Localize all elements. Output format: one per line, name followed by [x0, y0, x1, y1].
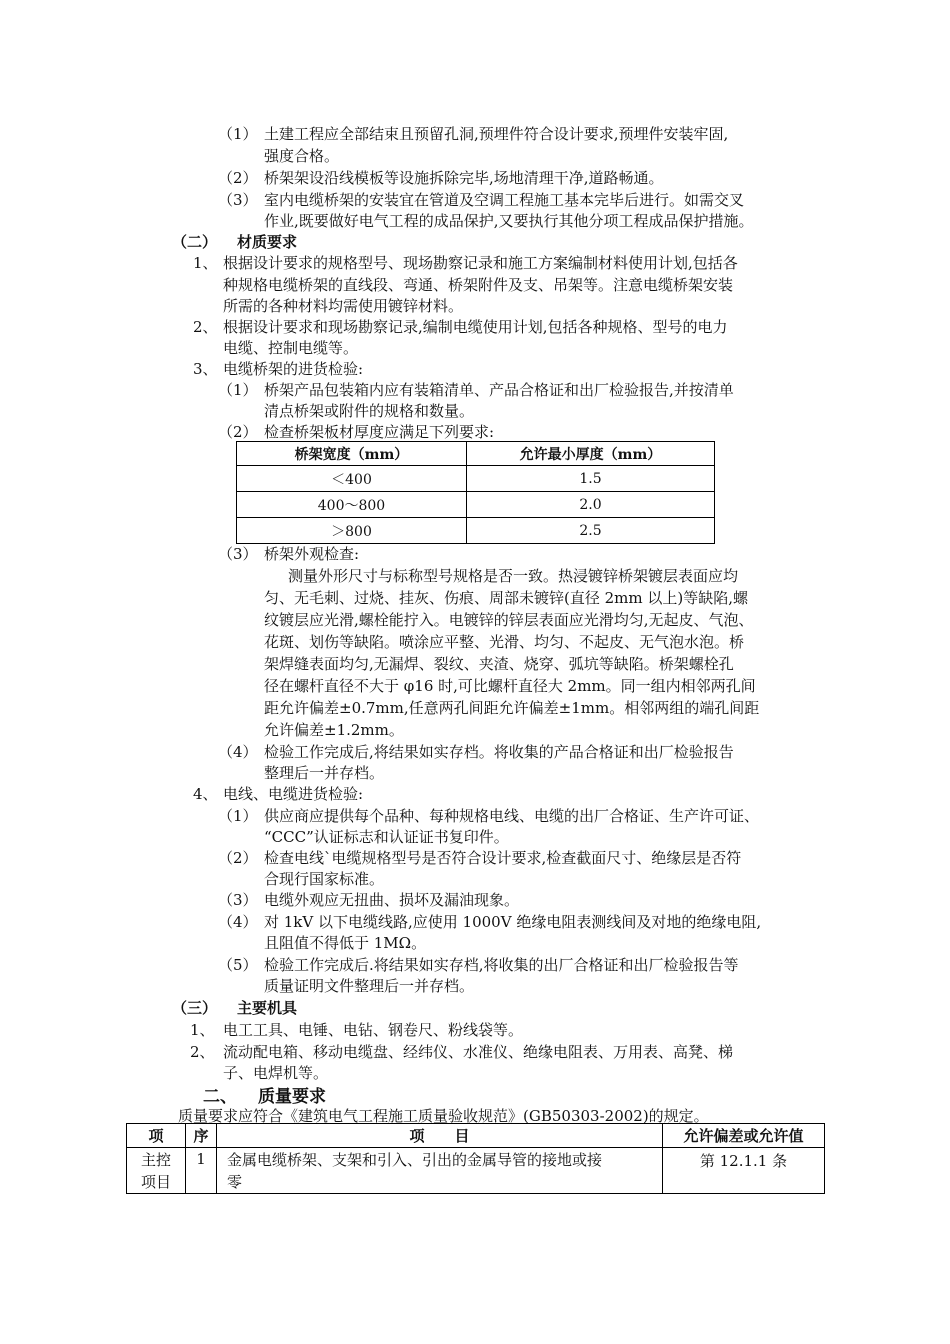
quality-header-item: 项 目: [217, 1124, 663, 1148]
s2-p3-2-num: （2）: [218, 423, 258, 441]
s2-p3-1-line-2: 清点桥架或附件的规格和数量。: [264, 402, 475, 420]
thickness-header-width: 桥架宽度（mm）: [237, 442, 467, 466]
quality-item-line-2: 零: [227, 1172, 243, 1191]
s2-p4-num: 4、: [193, 785, 218, 803]
inspection-body-line-5: 架焊缝表面均匀,无漏焊、裂纹、夹渣、烧穿、弧坑等缺陷。桥架螺栓孔: [264, 655, 734, 673]
s2-p4-5-line-2: 质量证明文件整理后一并存档。: [264, 977, 475, 995]
s2-heading-text: 材质要求: [237, 233, 298, 251]
s2-p1-line-1: 根据设计要求的规格型号、现场勘察记录和施工方案编制材料使用计划,包括各: [223, 254, 738, 272]
s1-item-3-line-2: 作业,既要做好电气工程的成品保护,又要执行其他分项工程成品保护措施。: [264, 212, 754, 230]
s3-heading-num: （三）: [172, 999, 218, 1017]
s3-p1-text: 电工工具、电锤、电钻、钢卷尺、粉线袋等。: [223, 1021, 524, 1039]
inspection-body-line-8: 允许偏差±1.2mm。: [264, 721, 404, 739]
s1-item-1-line-1: 土建工程应全部结束且预留孔洞,预埋件符合设计要求,预埋件安装牢固,: [264, 125, 729, 143]
thickness-cell-width: ＜400: [237, 466, 467, 492]
s2-p3-text: 电缆桥架的进货检验:: [223, 360, 364, 378]
thickness-header-min: 允许最小厚度（mm）: [467, 442, 715, 466]
inspection-body-line-2: 匀、无毛刺、过烧、挂灰、伤痕、周部未镀锌(直径 2mm 以上)等缺陷,螺: [264, 589, 749, 607]
s2-p4-5-num: （5）: [218, 956, 258, 974]
s3-p2-num: 2、: [190, 1043, 215, 1061]
s1-item-1-line-2: 强度合格。: [264, 147, 340, 165]
quality-cell-value: 第 12.1.1 条: [663, 1148, 825, 1194]
table-row: [237, 518, 715, 544]
table-row: [237, 492, 715, 518]
thickness-cell-width: 400～800: [237, 492, 467, 518]
s2-p4-3-line-1: 电缆外观应无扭曲、损坏及漏油现象。: [264, 891, 520, 909]
quality-cell-category: [127, 1148, 186, 1194]
s2-p4-2-num: （2）: [218, 849, 258, 867]
s1-item-2-line-1: 桥架架设沿线模板等设施拆除完毕,场地清理干净,道路畅通。: [264, 169, 664, 187]
quality-table-header-row: [127, 1124, 825, 1148]
quality-cell-item: [217, 1148, 663, 1194]
s3-p2-line-1: 流动配电箱、移动电缆盘、经纬仪、水准仪、绝缘电阻表、万用表、高凳、梯: [223, 1043, 734, 1061]
quality-header-value: 允许偏差或允许值: [663, 1124, 825, 1148]
s2-p2-line-1: 根据设计要求和现场勘察记录,编制电缆使用计划,包括各种规格、型号的电力: [223, 318, 728, 336]
quality-heading-text: 质量要求: [258, 1087, 326, 1107]
s3-p2-line-2: 子、电焊机等。: [223, 1064, 329, 1082]
inspection-body-line-4: 花斑、划伤等缺陷。喷涂应平整、光滑、均匀、不起皮、无气泡水泡。桥: [264, 633, 745, 651]
quality-table: [126, 1123, 825, 1194]
s1-item-3-line-1: 室内电缆桥架的安装宜在管道及空调工程施工基本完毕后进行。如需交叉: [264, 191, 745, 209]
s2-p3-4-num: （4）: [218, 743, 258, 761]
s2-p3-1-line-1: 桥架产品包装箱内应有装箱清单、产品合格证和出厂检验报告,并按清单: [264, 381, 734, 399]
thickness-table: [236, 441, 715, 544]
s2-p4-2-line-1: 检查电线`电缆规格型号是否符合设计要求,检查截面尺寸、绝缘层是否符: [264, 849, 742, 867]
quality-header-seq: 序: [186, 1124, 217, 1148]
quality-heading-num: 二、: [203, 1087, 237, 1107]
s2-p2-line-2: 电缆、控制电缆等。: [223, 339, 359, 357]
s2-p4-4-line-1: 对 1kV 以下电缆线路,应使用 1000V 绝缘电阻表测线间及对地的绝缘电阻,: [264, 913, 762, 931]
quality-header-category: 项: [127, 1124, 186, 1148]
s2-p4-1-line-1: 供应商应提供每个品种、每种规格电线、电缆的出厂合格证、生产许可证、: [264, 807, 760, 825]
thickness-cell-width: ＞800: [237, 518, 467, 544]
s1-item-3-num: （3）: [218, 191, 258, 209]
s2-heading-num: （二）: [172, 233, 218, 251]
s2-p4-3-num: （3）: [218, 891, 258, 909]
inspection-body-line-3: 纹镀层应光滑,螺栓能拧入。电镀锌的锌层表面应光滑均匀,无起皮、气泡、: [264, 611, 754, 629]
inspection-body-line-1: 测量外形尺寸与标称型号规格是否一致。热浸镀锌桥架镀层表面应均: [288, 567, 739, 585]
thickness-cell-min: 2.5: [467, 518, 715, 544]
s2-p2-num: 2、: [193, 318, 218, 336]
s3-heading-text: 主要机具: [237, 999, 298, 1017]
s2-p3-2-text: 检查桥架板材厚度应满足下列要求:: [264, 423, 495, 441]
s2-p3-4-line-1: 检验工作完成后,将结果如实存档。将收集的产品合格证和出厂检验报告: [264, 743, 734, 761]
s2-p4-2-line-2: 合现行国家标准。: [264, 870, 385, 888]
s2-p3-1-num: （1）: [218, 381, 258, 399]
table-row: [127, 1148, 825, 1194]
s2-p3-3-text: 桥架外观检查:: [264, 545, 360, 563]
quality-category-line-1: 主控: [140, 1150, 171, 1169]
s2-p4-text: 电线、电缆进货检验:: [223, 785, 364, 803]
quality-intro: 质量要求应符合《建筑电气工程施工质量验收规范》(GB50303-2002)的规定。: [178, 1107, 709, 1125]
table-row: [237, 466, 715, 492]
inspection-body-line-6: 径在螺杆直径不大于 φ16 时,可比螺杆直径大 2mm。同一组内相邻两孔间: [264, 677, 756, 695]
s2-p4-1-line-2: “CCC”认证标志和认证证书复印件。: [264, 828, 509, 846]
inspection-body-line-7: 距允许偏差±0.7mm,任意两孔间距允许偏差±1mm。相邻两组的端孔间距: [264, 699, 760, 717]
s1-item-2-num: （2）: [218, 169, 258, 187]
thickness-table-header-row: [237, 442, 715, 466]
s1-item-1-num: （1）: [218, 125, 258, 143]
s2-p3-4-line-2: 整理后一并存档。: [264, 764, 385, 782]
s2-p1-num: 1、: [193, 254, 218, 272]
s2-p1-line-3: 所需的各种材料均需使用镀锌材料。: [223, 297, 464, 315]
s2-p3-num: 3、: [193, 360, 218, 378]
quality-cell-seq: 1: [186, 1148, 217, 1194]
s2-p4-4-num: （4）: [218, 913, 258, 931]
s2-p4-5-line-1: 检验工作完成后.将结果如实存档,将收集的出厂合格证和出厂检验报告等: [264, 956, 739, 974]
quality-item-line-1: 金属电缆桥架、支架和引入、引出的金属导管的接地或接: [227, 1150, 603, 1169]
s2-p4-4-line-2: 且阻值不得低于 1MΩ。: [264, 934, 427, 952]
quality-category-line-2: 项目: [140, 1172, 171, 1191]
thickness-cell-min: 1.5: [467, 466, 715, 492]
s2-p3-3-num: （3）: [218, 545, 258, 563]
s2-p4-1-num: （1）: [218, 807, 258, 825]
s3-p1-num: 1、: [190, 1021, 215, 1039]
s2-p1-line-2: 种规格电缆桥架的直线段、弯通、桥架附件及支、吊架等。注意电缆桥架安装: [223, 276, 734, 294]
thickness-cell-min: 2.0: [467, 492, 715, 518]
